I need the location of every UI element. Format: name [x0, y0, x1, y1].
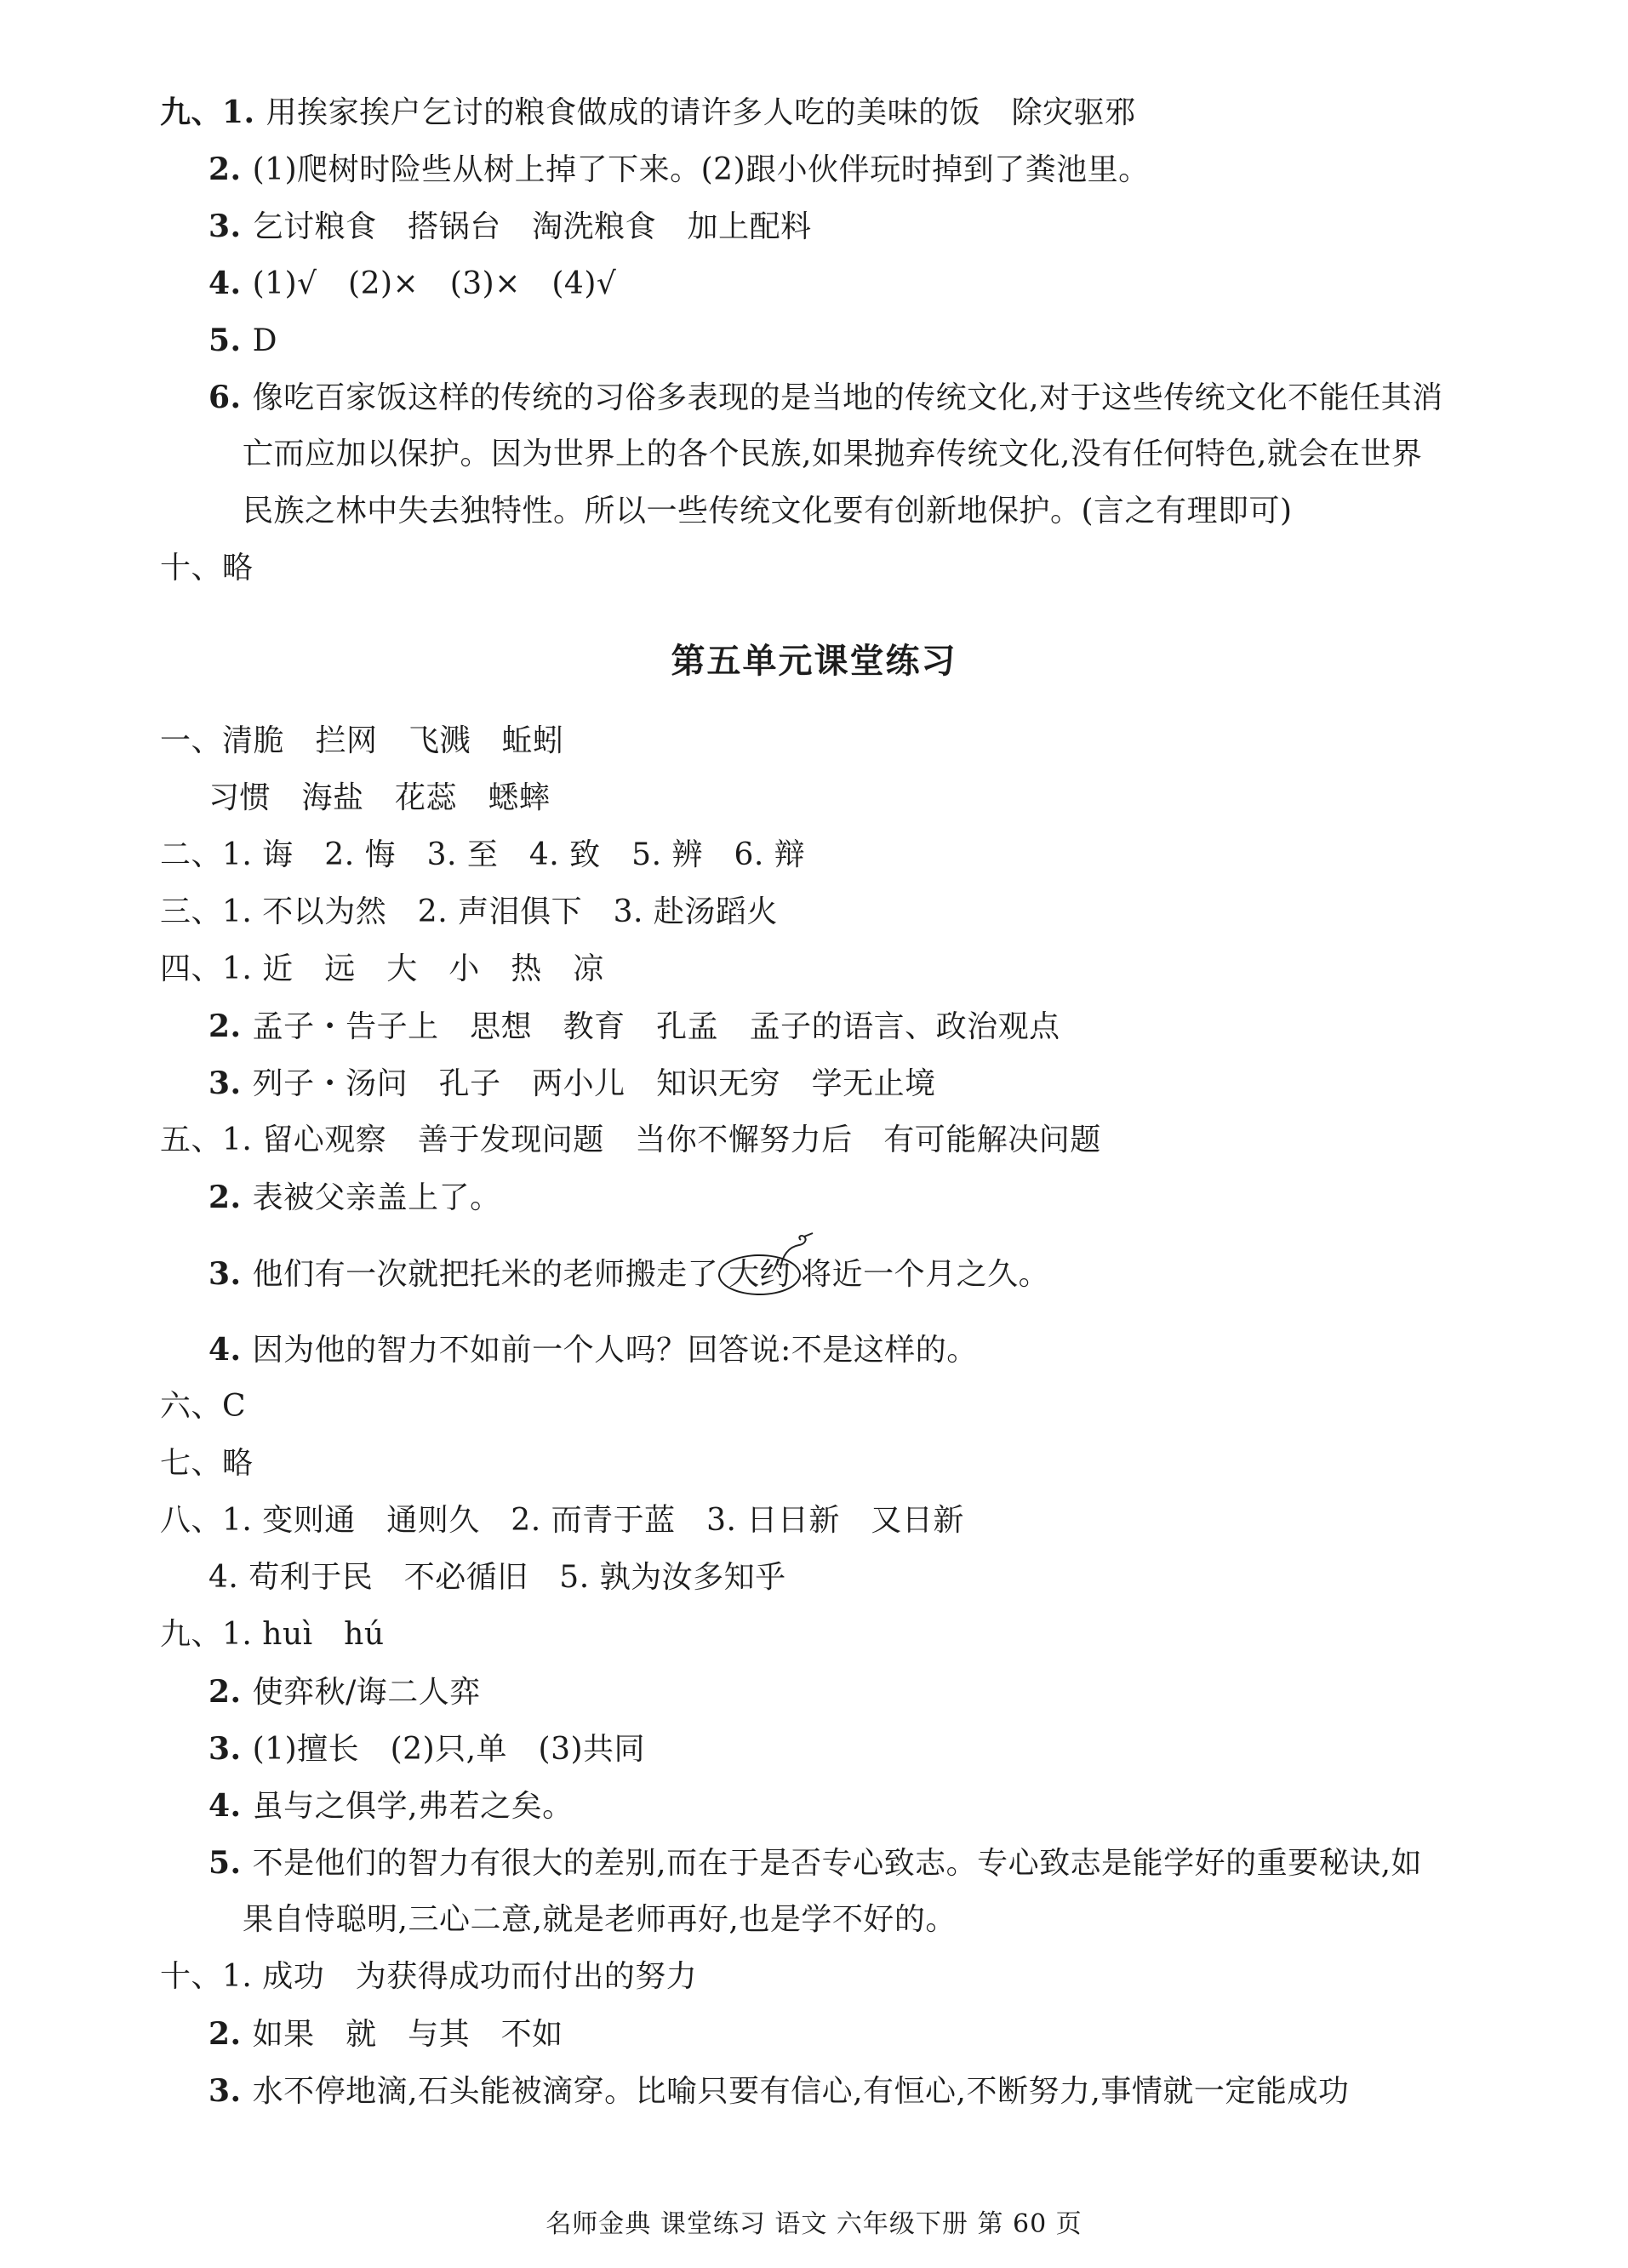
line-5-2: 2. 表被父亲盖上了。 — [208, 1180, 501, 1215]
line-9b-5a: 5. 不是他们的智力有很大的差别,而在于是否专心致志。专心致志是能学好的重要秘诀,如 — [208, 1845, 1423, 1881]
line-5-4: 4. 因为他的智力不如前一个人吗？回答说:不是这样的。 — [208, 1332, 978, 1368]
line-9-6b: 亡而应加以保护。因为世界上的各个民族,如果抛弃传统文化,没有任何特色,就会在世界 — [243, 437, 1423, 471]
line-9b-3: 3. (1)擅长 (2)只,单 (3)共同 — [208, 1731, 646, 1767]
line-10: 十、略 — [160, 551, 254, 586]
line-9b-5b: 果自恃聪明,三心二意,就是老师再好,也是学不好的。 — [243, 1902, 957, 1937]
line-9-6a: 6. 像吃百家饭这样的传统的习俗多表现的是当地的传统文化,对于这些传统文化不能任其消 — [208, 380, 1443, 415]
line-1a: 一、清脆 拦网 飞溅 蚯蚓 — [160, 723, 564, 758]
line-10b-1: 十、1. 成功 为获得成功而付出的努力 — [160, 1959, 698, 1994]
circled-word: 大约 — [718, 1254, 801, 1295]
line-7: 七、略 — [160, 1446, 254, 1481]
line-9-1: 九、1. 用挨家挨户乞讨的粮食做成的请许多人吃的美味的饭 除灾驱邪 — [160, 94, 1136, 130]
line-9-5: 5. D — [208, 323, 277, 358]
line-2: 二、1. 诲 2. 悔 3. 至 4. 致 5. 辨 6. 辩 — [160, 837, 806, 872]
line-10b-3: 3. 水不停地滴,石头能被滴穿。比喻只要有信心,有恒心,不断努力,事情就一定能成功 — [208, 2073, 1350, 2109]
line-9-2: 2. (1)爬树时险些从树上掉了下来。(2)跟小伙伴玩时掉到了粪池里。 — [208, 151, 1150, 187]
section-title: 第五单元课堂练习 — [671, 641, 957, 681]
line-8a: 八、1. 变则通 通则久 2. 而青于蓝 3. 日日新 又日新 — [160, 1503, 964, 1538]
line-9b-2: 2. 使弈秋/诲二人弈 — [208, 1674, 481, 1710]
line-9b-4: 4. 虽与之俱学,弗若之矣。 — [208, 1788, 574, 1824]
line-9-3: 3. 乞讨粮食 搭锅台 淘洗粮食 加上配料 — [208, 209, 812, 244]
line-4-3: 3. 列子・汤问 孔子 两小儿 知识无穷 学无止境 — [208, 1065, 936, 1101]
line-8b: 4. 苟利于民 不必循旧 5. 孰为汝多知乎 — [208, 1560, 786, 1595]
page-footer: 名师金典 课堂练习 语文 六年级下册 第 60 页 — [546, 2209, 1082, 2239]
line-10b-2: 2. 如果 就 与其 不如 — [208, 2016, 563, 2052]
line-4-2: 2. 孟子・告子上 思想 教育 孔孟 孟子的语言、政治观点 — [208, 1008, 1060, 1044]
line-9-4: 4. (1)√ (2)× (3)× (4)√ — [208, 266, 617, 301]
line-6: 六、C — [160, 1389, 247, 1424]
line-5-1: 五、1. 留心观察 善于发现问题 当你不懈努力后 有可能解决问题 — [160, 1123, 1101, 1157]
line-9-6c: 民族之林中失去独特性。所以一些传统文化要有创新地保护。(言之有理即可) — [243, 494, 1293, 528]
line-1b: 习惯 海盐 花蕊 蟋蟀 — [208, 780, 551, 815]
line-4-1: 四、1. 近 远 大 小 热 凉 — [160, 951, 604, 986]
line-9b-1: 九、1. huì hú — [160, 1617, 385, 1652]
line-3: 三、1. 不以为然 2. 声泪俱下 3. 赴汤蹈火 — [160, 894, 778, 929]
line-5-3: 3. 他们有一次就把托米的老师搬走了 大约 将近一个月之久。 — [208, 1254, 1049, 1295]
